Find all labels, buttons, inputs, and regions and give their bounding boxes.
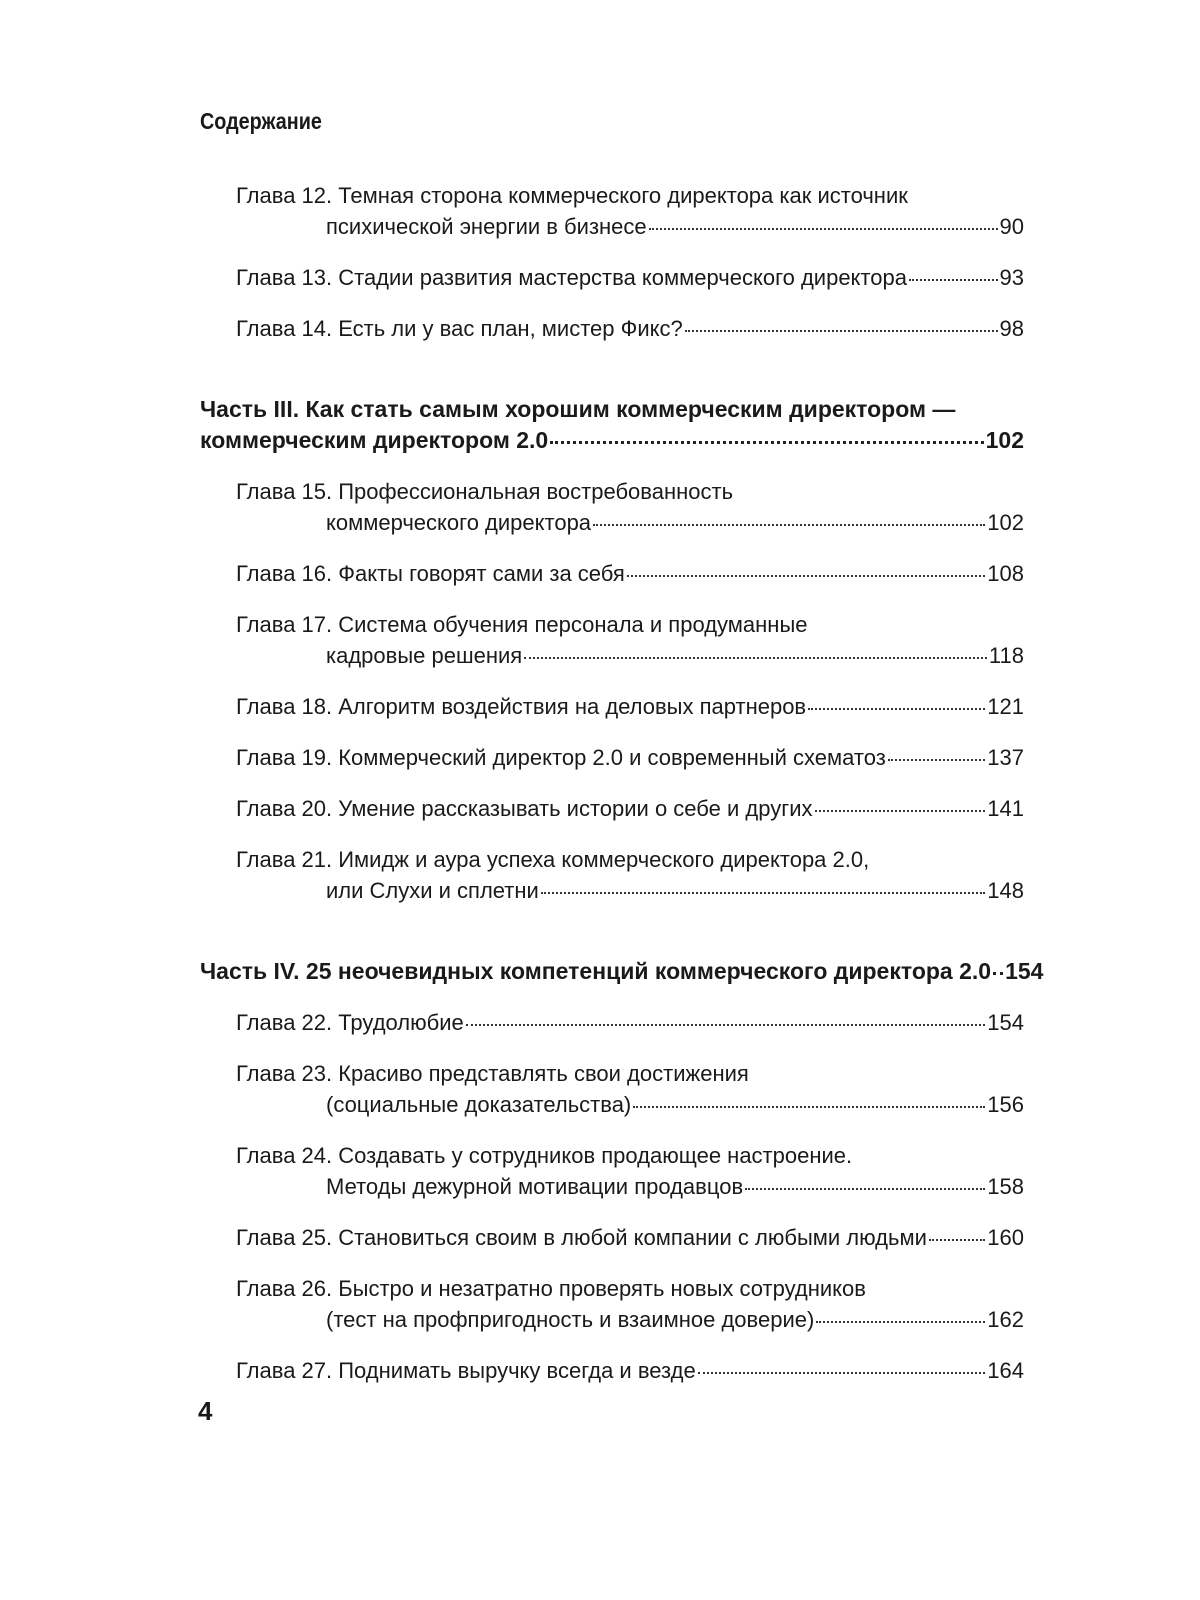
toc-entry-chapter-12[interactable]: [200, 180, 1024, 242]
toc-entry-title-cont: коммерческого директора: [326, 510, 592, 535]
leader-dots: [593, 524, 985, 526]
toc-entry-title-cont: психической энергии в бизнесе: [326, 214, 647, 239]
leader-dots: [685, 330, 998, 332]
toc-page-number: 160: [987, 1225, 1024, 1250]
toc-page-number: 102: [985, 427, 1024, 453]
toc-entry-title: Глава 24. Создавать у сотрудников продающее настроение.: [236, 1143, 853, 1168]
page-number: 4: [198, 1396, 213, 1426]
leader-dots: [745, 1188, 985, 1190]
toc-entry-title-cont: (тест на профпригодность и взаимное доверие): [326, 1307, 815, 1332]
toc-entry-chapter-26[interactable]: [200, 1273, 1024, 1335]
toc-page-number: 148: [987, 878, 1024, 903]
toc-entry-chapter-23[interactable]: [200, 1058, 1024, 1120]
toc-entry-part-4[interactable]: [200, 956, 1044, 987]
leader-dots: [815, 810, 986, 812]
toc-entry-chapter-27[interactable]: [200, 1355, 1024, 1386]
toc-page-number: 90: [999, 214, 1024, 239]
toc-entry-title: Глава 27. Поднимать выручку всегда и везде: [236, 1358, 696, 1383]
toc-entry-title-cont: (социальные доказательства): [326, 1092, 632, 1117]
toc-page-number: 141: [987, 796, 1024, 821]
toc-entry-title-cont: Методы дежурной мотивации продавцов: [326, 1174, 744, 1199]
toc-page-number: 98: [999, 316, 1024, 341]
toc-entry-chapter-18[interactable]: [200, 691, 1024, 722]
toc-part-title: Часть III. Как стать самым хорошим коммерческим директором —: [200, 396, 956, 422]
toc-page-number: 118: [988, 643, 1024, 668]
toc-entry-chapter-15[interactable]: [200, 476, 1024, 538]
leader-dots: [541, 892, 985, 894]
toc-entry-title: Глава 15. Профессиональная востребованность: [236, 479, 734, 504]
toc-page-number: 137: [987, 745, 1024, 770]
toc-entry-title: Глава 14. Есть ли у вас план, мистер Фикс?: [236, 316, 683, 341]
leader-dots: [698, 1372, 986, 1374]
toc-page-number: 121: [987, 694, 1024, 719]
leader-dots: [649, 228, 998, 230]
toc-entry-title: Глава 20. Умение рассказывать истории о себе и других: [236, 796, 813, 821]
toc-entry-title: Глава 22. Трудолюбие: [236, 1010, 464, 1035]
leader-dots: [633, 1106, 985, 1108]
leader-dots: [993, 972, 1003, 975]
toc-entry-title: Глава 18. Алгоритм воздействия на деловых партнеров: [236, 694, 807, 719]
leader-dots: [550, 441, 983, 444]
toc-entry-chapter-24[interactable]: [200, 1140, 1024, 1202]
toc-part-title-cont: коммерческим директором 2.0: [200, 427, 549, 453]
leader-dots: [627, 575, 985, 577]
toc-entry-title-cont: кадровые решения: [326, 643, 523, 668]
toc-entry-chapter-19[interactable]: [200, 742, 1024, 773]
leader-dots: [909, 279, 998, 281]
leader-dots: [888, 759, 985, 761]
toc-entry-title: Глава 17. Система обучения персонала и продуманные: [236, 612, 808, 637]
toc-entry-chapter-13[interactable]: [200, 262, 1024, 293]
toc-entry-chapter-21[interactable]: [200, 844, 1024, 906]
toc-entry-title: Глава 16. Факты говорят сами за себя: [236, 561, 625, 586]
toc-page-number: 162: [987, 1307, 1024, 1332]
toc-entry-chapter-14[interactable]: [200, 313, 1024, 344]
running-head: Содержание: [200, 108, 322, 134]
toc-part-title: Часть IV. 25 неочевидных компетенций коммерческого директора 2.0: [200, 958, 992, 984]
leader-dots: [929, 1239, 985, 1241]
toc-entry-title: Глава 23. Красиво представлять свои достижения: [236, 1061, 749, 1086]
toc-entry-part-3[interactable]: [200, 394, 1024, 456]
toc-entry-chapter-17[interactable]: [200, 609, 1024, 671]
toc-entry-title: Глава 21. Имидж и аура успеха коммерческого директора 2.0,: [236, 847, 870, 872]
toc-entry-title: Глава 19. Коммерческий директор 2.0 и современный схематоз: [236, 745, 886, 770]
toc-page-number: 154: [1005, 958, 1044, 984]
leader-dots: [466, 1024, 986, 1026]
toc-entry-title: Глава 26. Быстро и незатратно проверять новых сотрудников: [236, 1276, 866, 1301]
toc-entry-title: Глава 13. Стадии развития мастерства коммерческого директора: [236, 265, 907, 290]
toc-page-number: 102: [987, 510, 1024, 535]
toc-entry-title: Глава 25. Становиться своим в любой компании с любыми людьми: [236, 1225, 927, 1250]
leader-dots: [816, 1321, 985, 1323]
toc-entry-chapter-25[interactable]: [200, 1222, 1024, 1253]
toc-entry-title-cont: или Слухи и сплетни: [326, 878, 539, 903]
toc-page-number: 164: [987, 1358, 1024, 1383]
leader-dots: [524, 657, 987, 659]
toc-page-number: 93: [999, 265, 1024, 290]
toc-page-number: 158: [987, 1174, 1024, 1199]
toc-page-number: 154: [987, 1010, 1024, 1035]
toc-page-number: 156: [987, 1092, 1024, 1117]
toc-entry-chapter-20[interactable]: [200, 793, 1024, 824]
toc-page-number: 108: [987, 561, 1024, 586]
toc-entry-chapter-16[interactable]: [200, 558, 1024, 589]
toc-entry-chapter-22[interactable]: [200, 1007, 1024, 1038]
leader-dots: [808, 708, 985, 710]
toc-entry-title: Глава 12. Темная сторона коммерческого директора как источник: [236, 183, 908, 208]
table-of-contents: [200, 180, 1044, 1386]
